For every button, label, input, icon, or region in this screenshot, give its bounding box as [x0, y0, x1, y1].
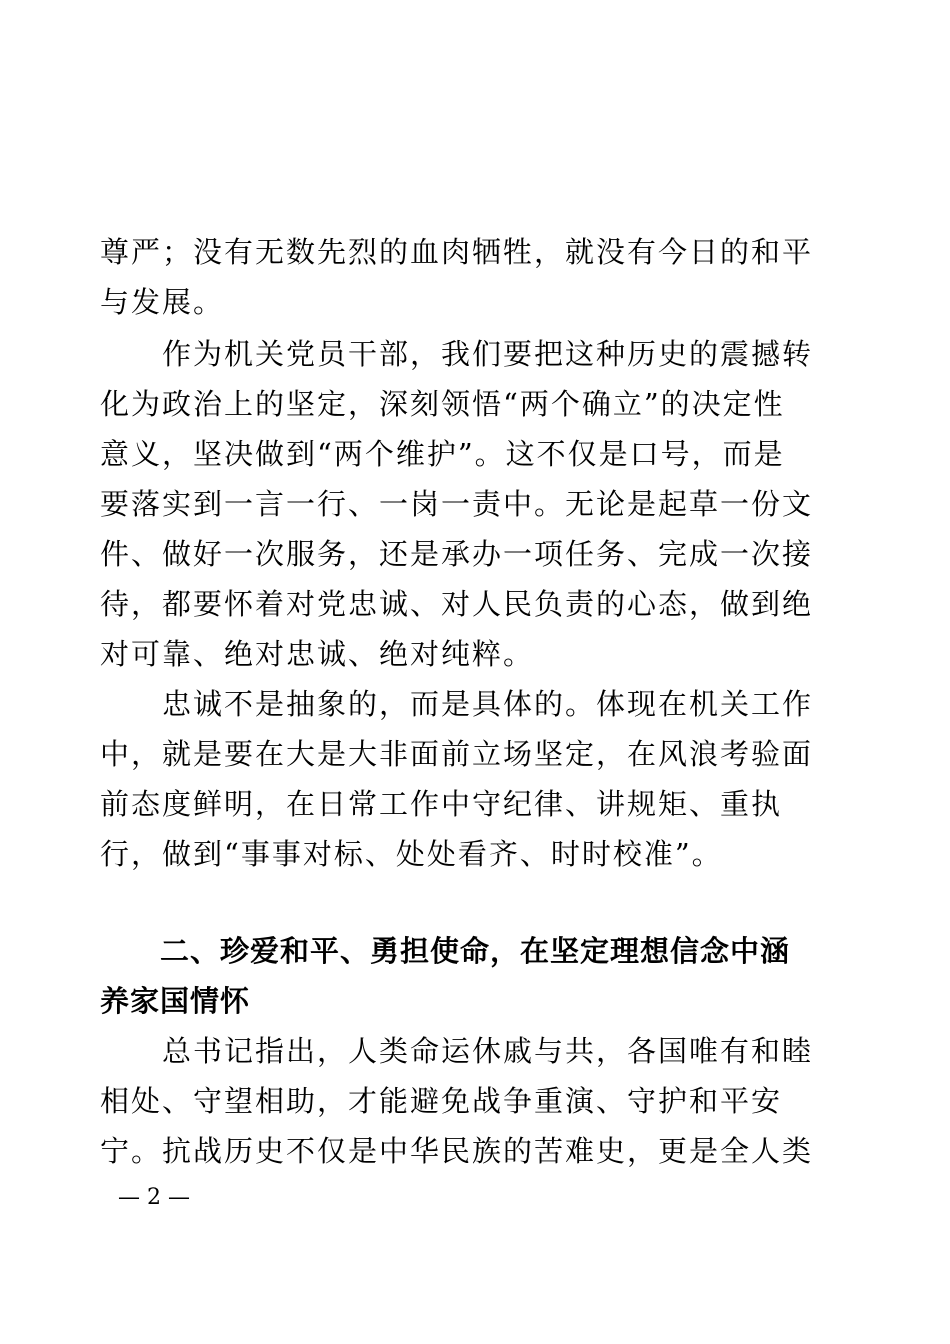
text-line: 尊严；没有无数先烈的血肉牺牲，就没有今日的和平: [100, 235, 814, 269]
text-line: 与发展。: [100, 285, 225, 319]
text-line: 要落实到一言一行、一岗一责中。无论是起草一份文: [100, 487, 814, 521]
text-line: 件、做好一次服务，还是承办一项任务、完成一次接: [100, 537, 814, 571]
text-line: 作为机关党员干部，我们要把这种历史的震撼转: [100, 337, 814, 371]
text-line: 忠诚不是抽象的，而是具体的。体现在机关工作: [100, 687, 814, 721]
page-number: — 2 —: [118, 1185, 190, 1210]
text-line: 待，都要怀着对党忠诚、对人民负责的心态，做到绝: [100, 587, 814, 621]
section-heading: 养家国情怀: [100, 984, 251, 1018]
text-line: 行，做到“事事对标、处处看齐、时时校准”。: [100, 837, 723, 871]
text-line: 对可靠、绝对忠诚、绝对纯粹。: [100, 637, 535, 671]
text-line: 中，就是要在大是大非面前立场坚定，在风浪考验面: [100, 737, 814, 771]
text-line: 前态度鲜明，在日常工作中守纪律、讲规矩、重执: [100, 787, 783, 821]
section-heading: 二、珍爱和平、勇担使命，在坚定理想信念中涵: [100, 934, 791, 968]
text-line: 意义，坚决做到“两个维护”。这不仅是口号，而是: [100, 437, 785, 471]
text-line: 化为政治上的坚定，深刻领悟“两个确立”的决定性: [100, 387, 785, 421]
text-line: 相处、守望相助，才能避免战争重演、守护和平安: [100, 1084, 783, 1118]
text-line: 总书记指出，人类命运休戚与共，各国唯有和睦: [100, 1034, 814, 1068]
text-line: 宁。抗战历史不仅是中华民族的苦难史，更是全人类: [100, 1134, 814, 1168]
